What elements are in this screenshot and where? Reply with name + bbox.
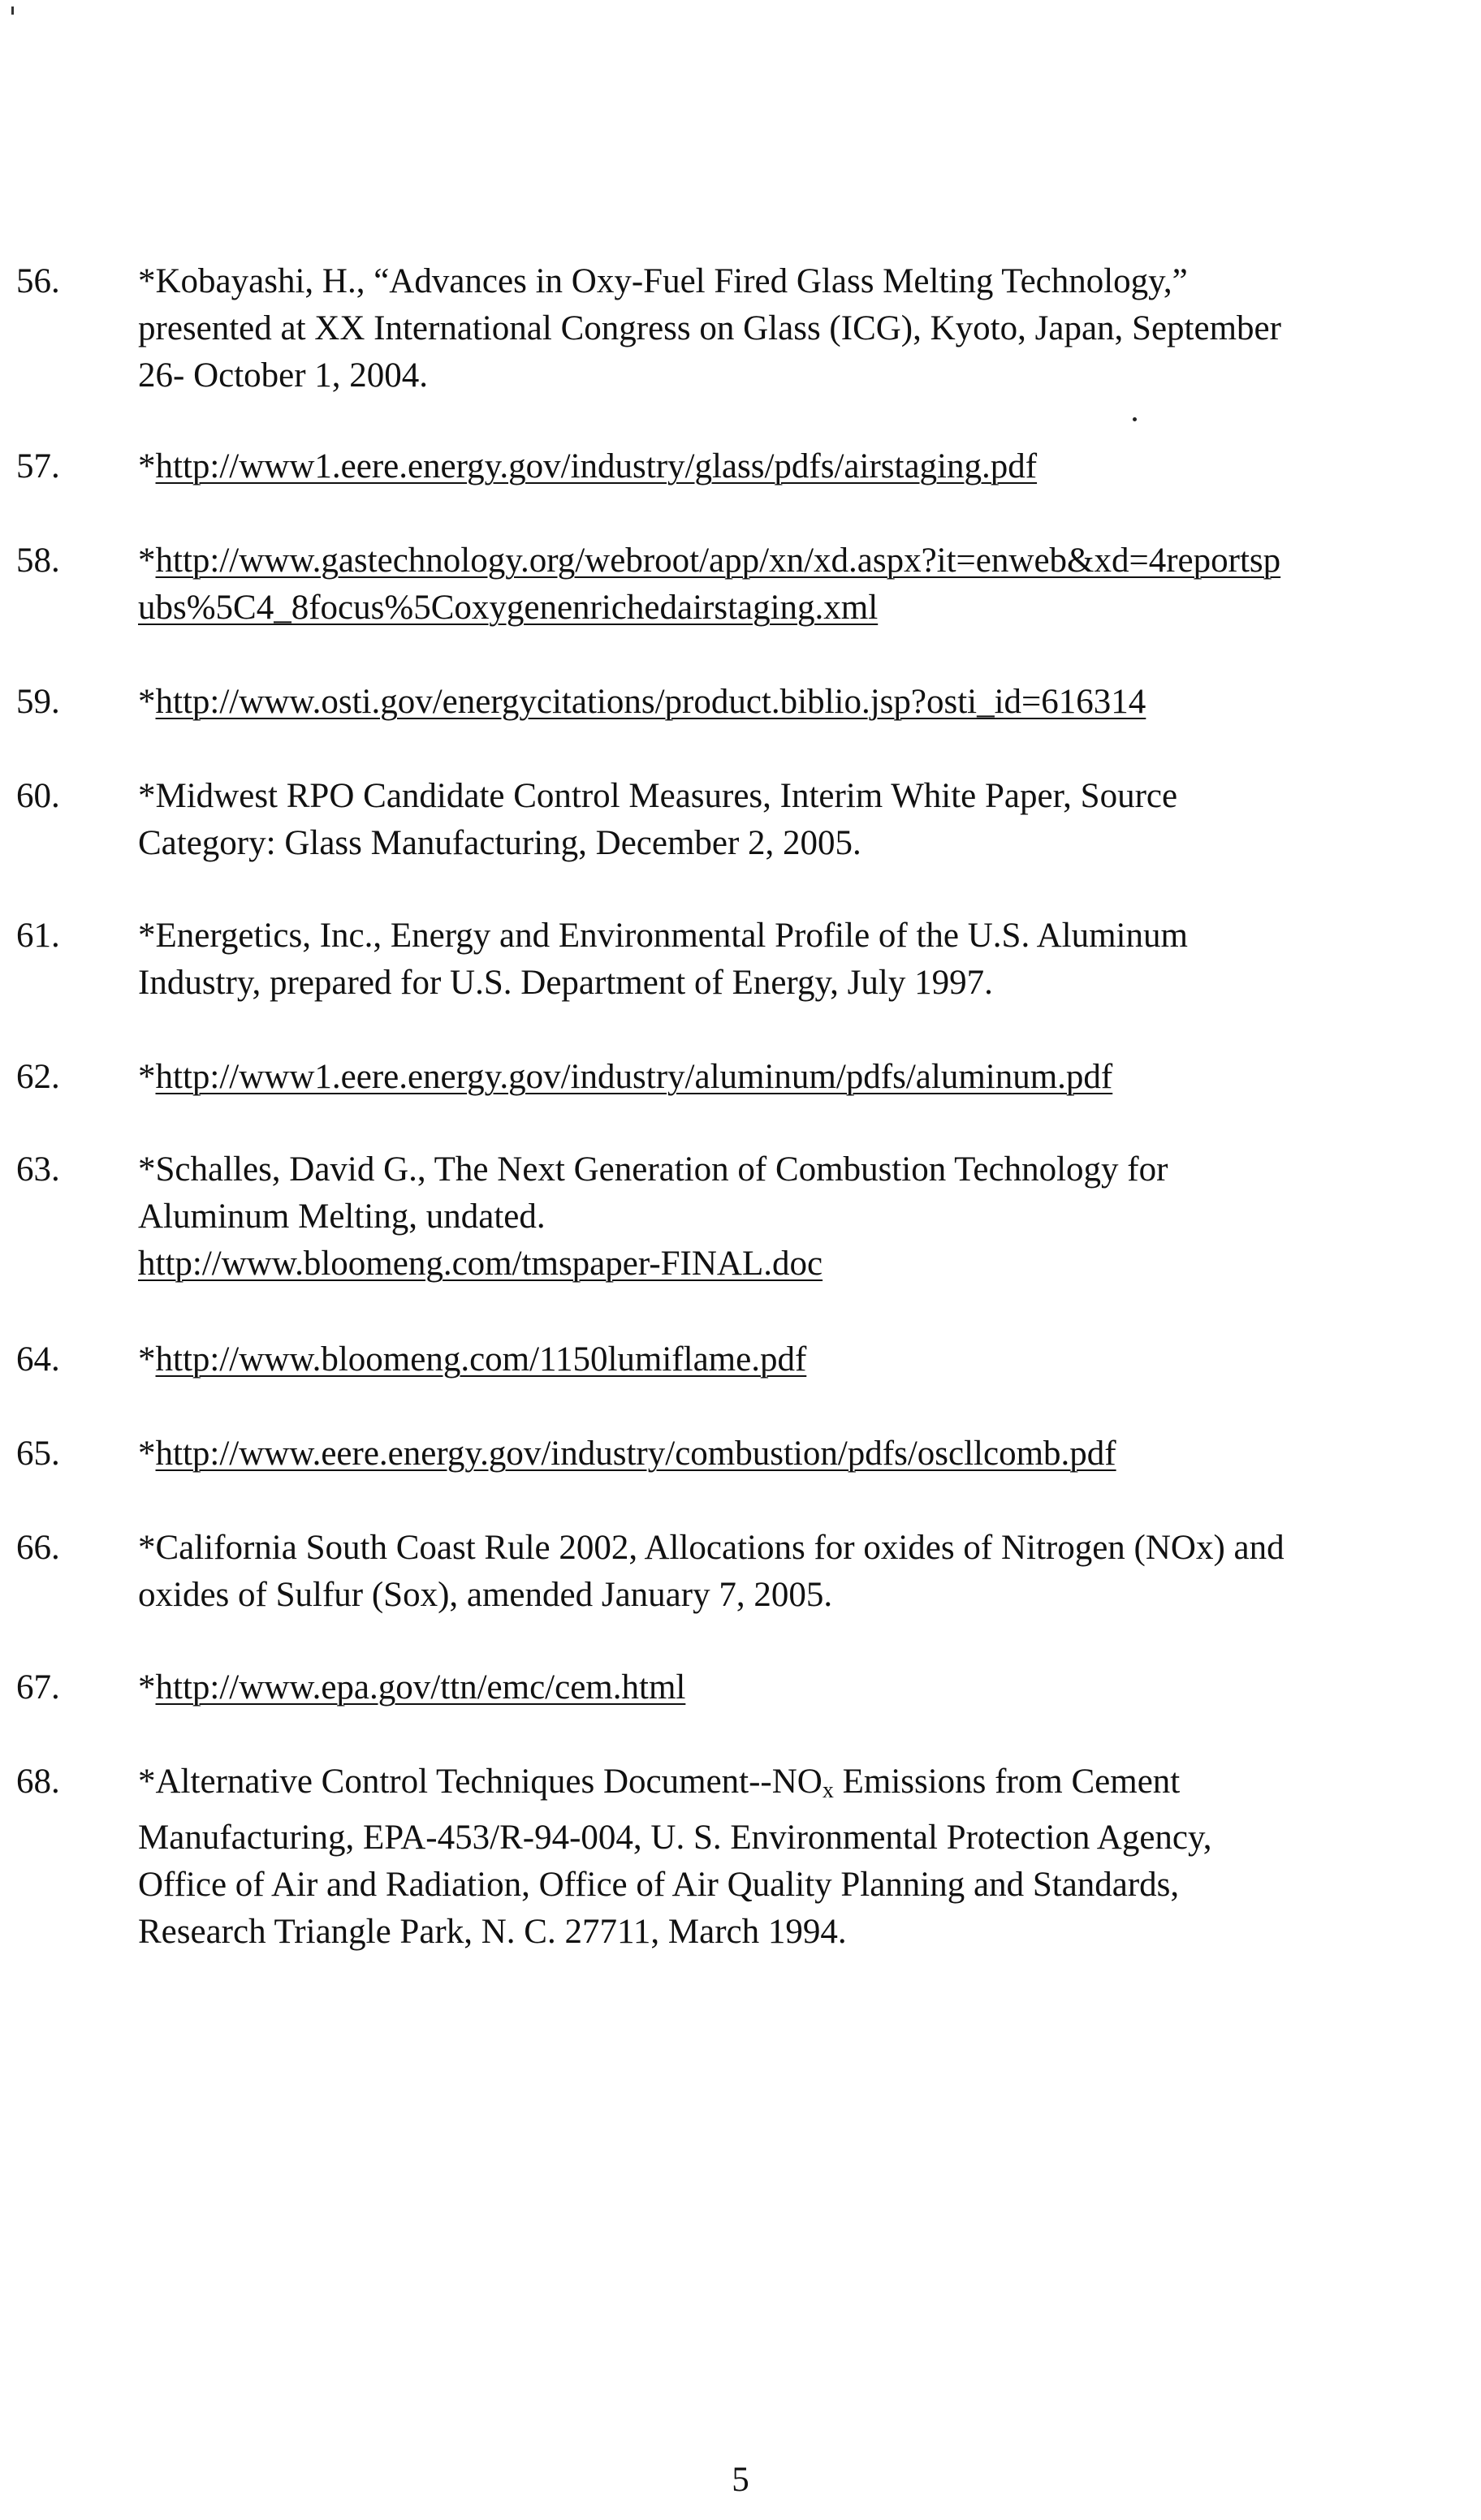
reference-url-link[interactable]: http://www.eere.energy.gov/industry/combustion/pdfs/oscllcomb.pdf (155, 1435, 1116, 1473)
reference-text-run: Aluminum Melting, undated. (138, 1197, 546, 1236)
reference-text-run: *Midwest RPO Candidate Control Measures, Interim White Paper, Source (138, 777, 1178, 815)
reference-line (138, 960, 1481, 1007)
reference-text (138, 443, 1481, 490)
reference-url-link[interactable]: http://www.epa.gov/ttn/emc/cem.html (155, 1668, 686, 1707)
reference-line (138, 258, 1481, 305)
reference-text-run: *Energetics, Inc., Energy and Environmental Profile of the U.S. Aluminum (138, 917, 1188, 955)
reference-text-run: * (138, 1340, 156, 1379)
reference-text-run: * (138, 683, 156, 721)
reference-text-run: Industry, prepared for U.S. Department of Energy, July 1997. (138, 964, 993, 1002)
reference-text-run: 26- October 1, 2004. (138, 356, 429, 395)
reference-number: 64. (16, 1340, 60, 1379)
reference-line (138, 352, 1481, 399)
reference-number: 65. (16, 1435, 60, 1473)
reference-line (138, 1336, 1481, 1383)
reference-text-run: Emissions from Cement (833, 1763, 1181, 1801)
reference-text-run: Category: Glass Manufacturing, December 2, 2005. (138, 824, 861, 862)
reference-line (138, 305, 1481, 352)
reference-line (138, 537, 1481, 585)
reference-number: 66. (16, 1529, 60, 1567)
reference-text (138, 1146, 1481, 1288)
reference-text (138, 773, 1481, 867)
reference-text-run: * (138, 1058, 156, 1096)
scan-mark (11, 6, 14, 15)
reference-url-link[interactable]: http://www1.eere.energy.gov/industry/aluminum/pdfs/aluminum.pdf (155, 1058, 1113, 1096)
reference-line (138, 1525, 1481, 1572)
reference-text (138, 1758, 1481, 1956)
reference-line (138, 1193, 1481, 1241)
reference-number: 62. (16, 1058, 60, 1096)
reference-text-run: *Kobayashi, H., “Advances in Oxy-Fuel Fired Glass Melting Technology,” (138, 262, 1188, 300)
reference-line (138, 1241, 1481, 1288)
reference-text (138, 1430, 1481, 1478)
reference-url-link[interactable]: http://www1.eere.energy.gov/industry/glass/pdfs/airstaging.pdf (155, 447, 1038, 485)
reference-line (138, 1146, 1481, 1193)
reference-text-run: Research Triangle Park, N. C. 27711, March 1994. (138, 1913, 847, 1951)
reference-url-link[interactable]: http://www.bloomeng.com/tmspaper-FINAL.doc (138, 1245, 823, 1283)
scan-speck (1133, 417, 1137, 421)
reference-line (138, 1814, 1481, 1862)
reference-line (138, 1862, 1481, 1909)
reference-number: 56. (16, 262, 60, 300)
reference-text (138, 1664, 1481, 1711)
reference-text-run: * (138, 542, 156, 580)
reference-number: 59. (16, 683, 60, 721)
reference-line (138, 1758, 1481, 1814)
reference-text (138, 1525, 1481, 1619)
reference-text (138, 258, 1481, 399)
reference-line (138, 1572, 1481, 1619)
reference-text (138, 1336, 1481, 1383)
reference-url-link[interactable]: http://www.gastechnology.org/webroot/app/xn/xd.aspx?it=enweb&xd=4reportsp (155, 542, 1281, 580)
reference-url-link[interactable]: ubs%5C4_8focus%5Coxygenenrichedairstaging.xml (138, 589, 879, 627)
reference-line (138, 1430, 1481, 1478)
reference-text-run: Office of Air and Radiation, Office of Air Quality Planning and Standards, (138, 1866, 1180, 1904)
reference-number: 58. (16, 542, 60, 580)
reference-text-run: * (138, 447, 156, 485)
reference-text-run: * (138, 1435, 156, 1473)
reference-line (138, 585, 1481, 632)
reference-number: 60. (16, 777, 60, 815)
subscript-text: x (822, 1778, 834, 1803)
reference-line (138, 1909, 1481, 1956)
reference-text (138, 537, 1481, 632)
reference-number: 61. (16, 917, 60, 955)
reference-text-run: *California South Coast Rule 2002, Allocations for oxides of Nitrogen (NOx) and (138, 1529, 1285, 1567)
reference-text (138, 679, 1481, 726)
reference-line (138, 443, 1481, 490)
reference-text-run: presented at XX International Congress on Glass (ICG), Kyoto, Japan, September (138, 309, 1281, 347)
reference-text-run: oxides of Sulfur (Sox), amended January 7, 2005. (138, 1576, 833, 1614)
reference-text (138, 913, 1481, 1007)
reference-line (138, 773, 1481, 820)
reference-text (138, 1054, 1481, 1101)
reference-url-link[interactable]: http://www.bloomeng.com/1150lumiflame.pdf (155, 1340, 807, 1379)
reference-number: 57. (16, 447, 60, 485)
reference-line (138, 913, 1481, 960)
page-number: 5 (732, 2461, 749, 2499)
reference-number: 63. (16, 1150, 60, 1189)
reference-line (138, 820, 1481, 867)
reference-number: 67. (16, 1668, 60, 1707)
reference-text-run: *Schalles, David G., The Next Generation of Combustion Technology for (138, 1150, 1168, 1189)
reference-line (138, 1054, 1481, 1101)
reference-text-run: Manufacturing, EPA-453/R-94-004, U. S. Environmental Protection Agency, (138, 1819, 1212, 1857)
reference-line (138, 1664, 1481, 1711)
reference-number: 68. (16, 1763, 60, 1801)
reference-line (138, 679, 1481, 726)
reference-text-run: *Alternative Control Techniques Document--NO (138, 1763, 823, 1801)
reference-text-run: * (138, 1668, 156, 1707)
reference-url-link[interactable]: http://www.osti.gov/energycitations/product.biblio.jsp?osti_id=616314 (155, 683, 1146, 721)
